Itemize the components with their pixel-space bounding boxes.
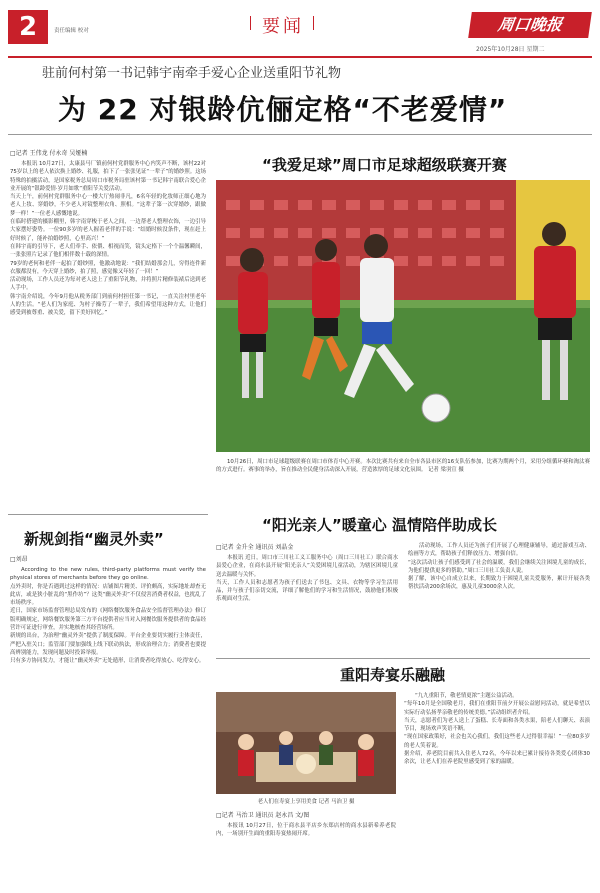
lead-rule xyxy=(8,134,592,135)
sunshine-body-left: 本报讯 近日，周口市三川社工义工服务中心（周口三川社工）联合商水县爱心企业，在商水县开展“阳光亲人”关爱困境儿童活动，为辖区困境儿童送去温暖与关怀。 当天，工作人员和志愿者为孩子们送去了书包、文具、衣物等学习生活用品，并与孩子们亲切交流，详细了解他们的学习和生活情况，鼓励他们积极乐观面对生活。 xyxy=(216,555,398,603)
ghost-byline: □刘昂 xyxy=(10,556,28,563)
longevity-headline: 重阳寿宴乐融融 xyxy=(340,666,446,684)
football-photo-illustration xyxy=(216,180,590,452)
lead-byline: □记者 王伟龙 付永奇 吴娅楠 xyxy=(10,150,88,157)
ghost-body: According to the new rules, third-party platforms must verify the physical stores of merchants before they go online. 点外卖时，你是否遇到过这样的情况：店铺图片精美、评价颇高，实际地址却查无此店，或是狭小脏乱的“黑作坊”？这类“幽灵外卖”不仅侵害消费者权益，也扰乱了市场秩序。 近日，国家市场监督管理总局发布的《网络餐饮服务食品安全监督管理办法》修订版明确规定，网络餐饮服务第三方平台提供者应当对入网餐饮服务提供者的食品经营许可证进行审查，并实地核查其经营场所。 新规的出台，为治理“幽灵外卖”提供了制度保障。平台企业要切实履行主体责任，严把入驻关口；监管部门要加强线上线下联动执法，形成治理合力；消费者也要提高辨别能力，发现问题及时投诉举报。 只有多方协同发力，才能让“幽灵外卖”无处遁形，让消费者吃得放心、吃得安心。 xyxy=(10,567,206,665)
sunshine-headline: “阳光亲人”暖童心 温情陪伴助成长 xyxy=(262,516,497,534)
sunshine-body-right: 活动现场，工作人员还为孩子们开展了心理健康辅导，通过游戏互动、绘画等方式，帮助孩子们释放压力、增强自信。 “这次活动让孩子们感受到了社会的温暖，我们会继续关注困境儿童的成长，为他们提供更多的帮助。”周口三川社工负责人说。 据了解，该中心自成立以来，长期致力于困境儿童关爱服务，累计开展各类帮扶活动200余场次，惠及儿童3000余人次。 xyxy=(408,543,590,591)
masthead xyxy=(0,0,600,70)
football-headline: “我爱足球”周口市足球超级联赛开赛 xyxy=(262,156,507,174)
ghost-headline: 新规剑指“幽灵外卖” xyxy=(24,530,164,548)
longevity-byline: □记者 马治卫 通讯员 赵永昌 文/图 xyxy=(216,812,310,819)
longevity-rule xyxy=(216,658,590,659)
longevity-body-right: “九九重阳节，敬老情更浓”主题公益活动。 “每年10月是全国敬老月，我们在重阳节前夕开展公益慰问活动，就是希望以实际行动弘扬孝亲敬老的传统美德。”活动组织者介绍。 当天，志愿者们为老人送上了蛋糕、长寿面和各类水果，陪老人们聊天、表演节目，现场欢声笑语不断。 “现在国家政策好，社会也关心我们，我们这些老人过得很幸福！”一位80多岁的老人笑着说。 据介绍，养老院目前共入住老人72名，今年以来已累计接待各类爱心团体30余次，让老人们在养老院里感受到了家的温暖。 xyxy=(404,693,590,766)
newspaper-logo: 周口晚报 xyxy=(468,12,592,38)
football-photo xyxy=(216,180,590,452)
masthead-rule xyxy=(8,56,592,58)
lead-kicker: 驻前何村第一书记韩宇南牵手爱心企业送重阳节礼物 xyxy=(42,66,342,81)
longevity-body-left: 本报讯 10月27日，位于商水县平店乡东郑店村的商水县新希养老院内，一场别开生面的重阳寿宴热闹开席。 xyxy=(216,823,396,838)
page-number: 2 xyxy=(8,10,48,44)
longevity-photo xyxy=(216,692,396,794)
section-title: 要闻 xyxy=(262,12,304,38)
longevity-caption: 老人们在寿宴上享用美食 记者 马治卫 摄 xyxy=(257,799,355,805)
editors-line: 责任编辑 校对 xyxy=(54,28,89,34)
issue-date: 2025年10月28日 星期二 xyxy=(476,46,545,53)
football-caption: 10月26日，周口市足球超级联赛在周口市体育中心开赛。本次比赛共有来自全市各县市区的16支队伍参加，比赛为期两个月，采用分组循环赛和淘汰赛的方式进行。赛事的举办，旨在推动全民健身活动深入开展，营造浓厚的足球文化氛围。 记者 梁羽宣 摄 xyxy=(216,459,590,473)
lead-body: 本报讯 10月27日，太康县马厂镇前何村党群服务中心内笑声不断，该村22对75岁以上的老人依次换上婚纱、礼服，拍下了一张张见证“一辈子”的婚纱照。这场特殊的拍摄活动，是国家税务总局周口市税务局驻该村第一书记韩宇南联合爱心企业开展的“银龄爱情·岁月如歌”重阳节关爱活动。 当天上午，前何村党群服务中心一楼大厅热闹非凡，6名年轻的化妆师正细心地为老人上妆、穿婚纱，不少老人对镜整理衣角、照相。“这辈子第一次穿婚纱，跟做梦一样！”一位老人感慨地说。 在临时搭建的摄影棚里，韩宇南穿梭于老人之间，一边帮老人整理衣饰，一边引导大家摆好姿势。一位90多岁的老人握着老伴的手说：“结婚时候没条件，现在赶上好时候了，能补拍婚纱照，心里高兴！” 在韩宇南的引导下，老人们牵手、依偎、相视而笑，镜头定格下一个个温馨瞬间，一张张照片记录了他们相伴数十载的深情。 79岁的老何和老伴一起拍了婚纱照，他激动地说：“我们结婚那会儿，穷得连件新衣服都没有，今天穿上婚纱，拍了照，感觉像又年轻了一回！” 活动现场，工作人员还为每对老人送上了重阳节礼物，并将照片精修装裱后送到老人手中。 韩宇南介绍说，今年9月他从税务部门到前何村担任第一书记，一直关注村里老年人的生活。“老人们为家庭、为村子操劳了一辈子，我们希望用这种方式，让他们感受到被尊重、被关爱，留下美好回忆。” xyxy=(10,161,206,317)
longevity-photo-illustration xyxy=(216,692,396,794)
lead-headline: 为 22 对银龄伉俪定格“不老爱情” xyxy=(58,93,508,126)
ghost-rule xyxy=(8,514,208,515)
sunshine-byline: □记者 金升全 通讯员 刘晶金 xyxy=(216,544,294,551)
